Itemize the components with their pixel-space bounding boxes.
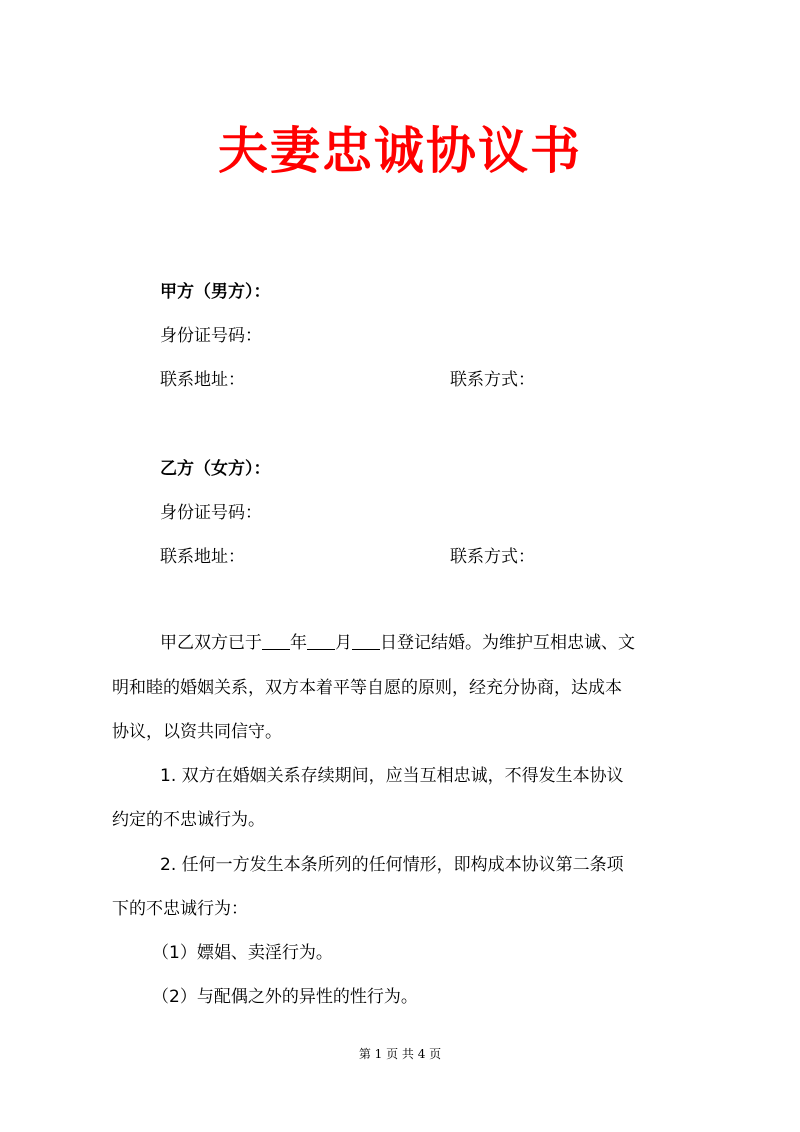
clause-2-item-2: （2）与配偶之外的异性的性行为。 xyxy=(152,987,418,1007)
party-a-id-label: 身份证号码： xyxy=(160,326,262,346)
party-b-address-label: 联系地址： xyxy=(160,547,245,567)
intro-line-2: 明和睦的婚姻关系，双方本着平等自愿的原则，经充分协商，达成本 xyxy=(112,678,622,698)
clause-2-item-1: （1）嫖娼、卖淫行为。 xyxy=(152,943,333,963)
party-a-address-label: 联系地址： xyxy=(160,370,245,390)
party-b-id-label: 身份证号码： xyxy=(160,503,262,523)
party-a-label: 甲方（男方）： xyxy=(160,282,271,302)
clause-2-line-1: 2. 任何一方发生本条所列的任何情形，即构成本协议第二条项 xyxy=(160,855,624,875)
intro-text-a: 甲乙双方已于 xyxy=(160,633,262,653)
intro-line-3: 协议，以资共同信守。 xyxy=(112,722,282,742)
intro-text-b: 年 xyxy=(290,633,307,653)
document-title: 夫妻忠诚协议书 xyxy=(218,122,582,180)
year-blank xyxy=(262,631,290,650)
clause-1-line-1: 1. 双方在婚姻关系存续期间，应当互相忠诚，不得发生本协议 xyxy=(160,766,624,786)
clause-1-line-2: 约定的不忠诚行为。 xyxy=(112,810,265,830)
party-a-contact-label: 联系方式： xyxy=(450,370,535,390)
day-blank xyxy=(352,631,380,650)
intro-text-c: 月 xyxy=(335,633,352,653)
party-b-label: 乙方（女方）： xyxy=(160,459,271,479)
month-blank xyxy=(307,631,335,650)
party-b-contact-label: 联系方式： xyxy=(450,547,535,567)
page-footer: 第 1 页 共 4 页 xyxy=(358,1047,442,1061)
intro-line-1 xyxy=(160,631,740,655)
clause-2-line-2: 下的不忠诚行为： xyxy=(112,899,248,919)
intro-text-d: 日登记结婚。为维护互相忠诚、文 xyxy=(380,633,635,653)
